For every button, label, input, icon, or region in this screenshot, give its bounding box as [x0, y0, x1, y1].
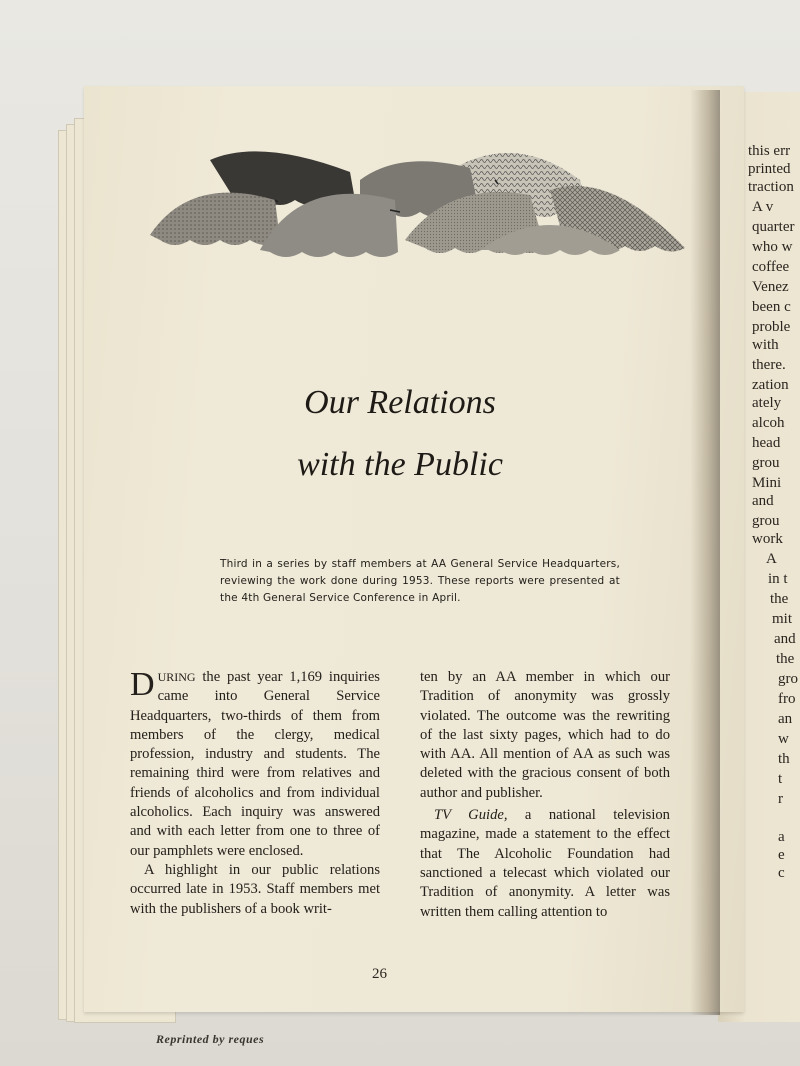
paragraph: ten by an AA member in which our Tradition of anonymity was grossly violated. The outcome was the rewriting of the last sixty pages, which had to do with AA. All mention of AA as such was deleted with the gracious consent of both author and publisher. — [420, 669, 670, 801]
book-gutter — [690, 90, 720, 1015]
right-page-line: fro — [778, 691, 796, 707]
right-page-line: a — [778, 829, 785, 845]
right-page-line: the — [776, 651, 795, 667]
right-page-line: th — [778, 751, 790, 767]
magazine-name: TV Guide, — [434, 807, 508, 824]
right-page-line: gro — [778, 671, 798, 687]
right-page-line: quarter — [752, 219, 795, 235]
paragraph — [130, 668, 380, 861]
right-page-line: zation — [752, 377, 789, 393]
right-page-line: r — [778, 791, 783, 807]
right-page-line: Venez — [752, 279, 789, 295]
right-page-line: who w — [752, 239, 793, 255]
paragraph — [420, 806, 670, 922]
column-left — [130, 668, 380, 919]
drop-cap: D — [130, 666, 155, 703]
small-caps-word: URING — [157, 670, 196, 684]
right-page-line: this err — [748, 143, 791, 159]
right-page-line: in t — [768, 571, 788, 587]
right-page-line: grou — [752, 513, 780, 529]
right-page-line: ately — [752, 395, 782, 411]
right-page-line: printed — [748, 161, 791, 177]
right-page-line: e — [778, 847, 785, 863]
right-page-line: with — [752, 337, 779, 353]
article-title-line-2: with the Public — [297, 446, 503, 483]
column-right — [420, 668, 670, 922]
right-page-line: traction — [748, 179, 794, 195]
right-page-line: the — [770, 591, 789, 607]
right-page-line: A v — [752, 199, 774, 215]
right-page-line: A — [766, 551, 777, 567]
paragraph-text: a national television magazine, made a statement to the effect that The Alcoholic Foundation had sanctioned a telecast which violated our Tradition of anonymity. A letter was written them calling attention to — [420, 807, 670, 920]
footer-stamp: Reprinted by reques — [156, 1032, 265, 1046]
paragraph: A highlight in our public relations occurred late in 1953. Staff members met with the publishers of a book writ- — [130, 861, 380, 917]
right-page-line: w — [778, 731, 789, 747]
intro-text: Third in a series by staff members at AA General Service Headquarters, reviewing the work done during 1953. These reports were presented at the 4th General Service Conference in April. — [220, 558, 620, 604]
right-page-line: c — [778, 865, 785, 881]
right-page-line: Mini — [752, 475, 782, 491]
right-page-line: and — [774, 631, 796, 647]
right-page-line: proble — [752, 319, 791, 335]
page-number: 26 — [372, 966, 387, 982]
right-page-line: and — [752, 493, 774, 509]
right-page-line: work — [752, 531, 783, 547]
right-page-line: grou — [752, 455, 780, 471]
right-page-line: head — [752, 435, 781, 451]
paragraph-text: the past year 1,169 inquiries came into General Service Headquarters, two-thirds of them from members of the clergy, medical profession, industry and students. The remaining third were from relatives and friends of alcoholics and from individual alcoholics. Each inquiry was answered and with each letter from one to three of our pamphlets were enclosed. — [130, 669, 380, 859]
right-page-line: t — [778, 771, 783, 787]
right-page-line: been c — [752, 299, 791, 315]
right-page-line: coffee — [752, 259, 790, 275]
right-page-line: alcoh — [752, 415, 785, 431]
right-page-line: there. — [752, 357, 786, 373]
article-title-line-1: Our Relations — [304, 384, 496, 421]
right-page-line: mit — [772, 611, 793, 627]
umbrellas-illustration — [150, 140, 690, 270]
right-page-line: an — [778, 711, 793, 727]
intro-note — [220, 556, 620, 607]
